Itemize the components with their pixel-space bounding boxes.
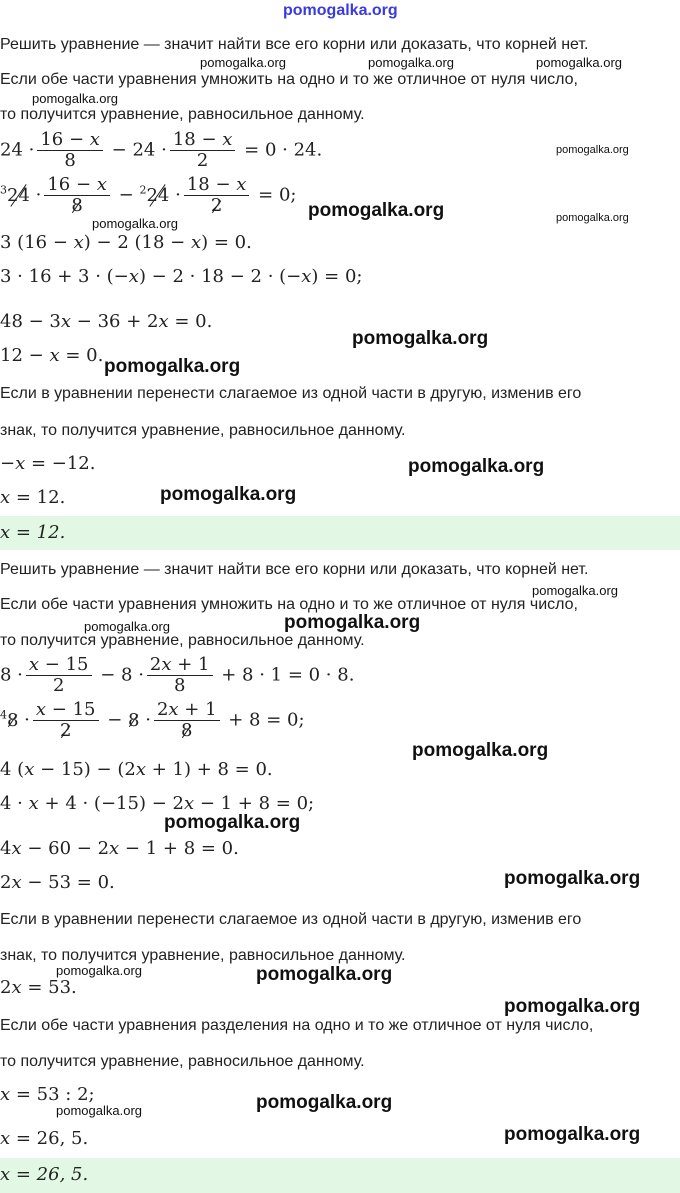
equation-1-line-5: 48 − 3x − 36 + 2x = 0. — [0, 311, 213, 332]
answer-2-box — [0, 1158, 680, 1193]
rule-transfer-2b: знак, то получится уравнение, равносильное данному. — [0, 947, 406, 964]
rule-multiply-1b: то получится уравнение, равносильное данному. — [0, 106, 365, 123]
watermark: pomogalka.org — [92, 216, 178, 231]
equation-2-line-3: 4 (x − 15) − (2x + 1) + 8 = 0. — [0, 759, 273, 780]
equation-2-line-4: 4 · x + 4 · (−15) − 2x − 1 + 8 = 0; — [0, 793, 315, 814]
rule-transfer-2a: Если в уравнении перенести слагаемое из одной части в другую, изменив его — [0, 911, 582, 928]
watermark: pomogalka.org — [352, 328, 489, 349]
equation-2-line-1: 8 · $\frac{x - 15}{2}$ − 8 · $\frac{2x + 1}{8}$ + 8 · 1 = 0 · 8. — [0, 654, 355, 696]
watermark: pomogalka.org — [504, 868, 641, 889]
rule-intro-2: Решить уравнение — значит найти все его корни или доказать, что корней нет. — [0, 561, 589, 578]
answer-1-box — [0, 516, 680, 550]
watermark: pomogalka.org — [504, 996, 641, 1017]
rule-divide-2b: то получится уравнение, равносильное данному. — [0, 1053, 365, 1070]
watermark: pomogalka.org — [104, 356, 241, 377]
watermark: pomogalka.org — [84, 619, 170, 634]
equation-2-line-8: x = 53 : 2; — [0, 1084, 95, 1105]
rule-divide-2a: Если обе части уравнения разделения на одно и то же отличное от нуля число, — [0, 1017, 594, 1034]
rule-transfer-1a: Если в уравнении перенести слагаемое из одной части в другую, изменив его — [0, 385, 582, 402]
watermark: pomogalka.org — [200, 55, 286, 70]
equation-1-line-1: 24 · $\frac{16 - x}{8}$ − 24 · $\frac{18 - x}{2}$ = 0 · 24. — [0, 129, 323, 171]
rule-transfer-1b: знак, то получится уравнение, равносильное данному. — [0, 422, 406, 439]
watermark: pomogalka.org — [308, 200, 445, 221]
equation-1-line-8: x = 12. — [0, 487, 66, 508]
rule-multiply-1a: Если обе части уравнения умножить на одно и то же отличное от нуля число, — [0, 71, 578, 88]
equation-2-line-9: x = 26, 5. — [0, 1128, 89, 1149]
equation-1-line-7: −x = −12. — [0, 453, 96, 474]
watermark: pomogalka.org — [284, 612, 421, 633]
equation-2-line-5: 4x − 60 − 2x − 1 + 8 = 0. — [0, 838, 239, 859]
equation-2-line-2: $^4$8 · $\frac{x - 15}{2}$ − 8 · $\frac{2x + 1}{8}$ + 8 = 0; — [0, 699, 305, 741]
watermark: pomogalka.org — [256, 964, 393, 985]
watermark: pomogalka.org — [532, 583, 618, 598]
rule-multiply-2b: то получится уравнение, равносильное данному. — [0, 632, 365, 649]
watermark: pomogalka.org — [556, 144, 629, 156]
rule-multiply-2a: Если обе части уравнения умножить на одно и то же отличное от нуля число, — [0, 596, 578, 613]
answer-1: x = 12. — [0, 522, 66, 543]
equation-2-line-6: 2x − 53 = 0. — [0, 872, 115, 893]
equation-1-line-3: 3 (16 − x) − 2 (18 − x) = 0. — [0, 232, 252, 253]
equation-1-line-6: 12 − x = 0. — [0, 345, 104, 366]
watermark: pomogalka.org — [160, 484, 297, 505]
watermark: pomogalka.org — [56, 1103, 142, 1118]
equation-1-line-4: 3 · 16 + 3 · (−x) − 2 · 18 − 2 · (−x) = 0; — [0, 266, 363, 287]
watermark: pomogalka.org — [556, 212, 629, 224]
equation-2-line-7: 2x = 53. — [0, 977, 77, 998]
watermark: pomogalka.org — [368, 55, 454, 70]
watermark: pomogalka.org — [536, 55, 622, 70]
site-header-link[interactable]: pomogalka.org — [283, 2, 398, 19]
answer-2: x = 26, 5. — [0, 1164, 89, 1185]
equation-1-line-2: $^3$24 · $\frac{16 - x}{8}$ − $^2$24 · $\frac{18 - x}{2}$ = 0; — [0, 174, 297, 216]
watermark: pomogalka.org — [504, 1124, 641, 1145]
rule-intro-1: Решить уравнение — значит найти все его корни или доказать, что корней нет. — [0, 36, 589, 53]
watermark: pomogalka.org — [32, 91, 118, 106]
watermark: pomogalka.org — [256, 1092, 393, 1113]
watermark: pomogalka.org — [164, 812, 301, 833]
watermark: pomogalka.org — [408, 456, 545, 477]
watermark: pomogalka.org — [412, 740, 549, 761]
watermark: pomogalka.org — [56, 963, 142, 978]
